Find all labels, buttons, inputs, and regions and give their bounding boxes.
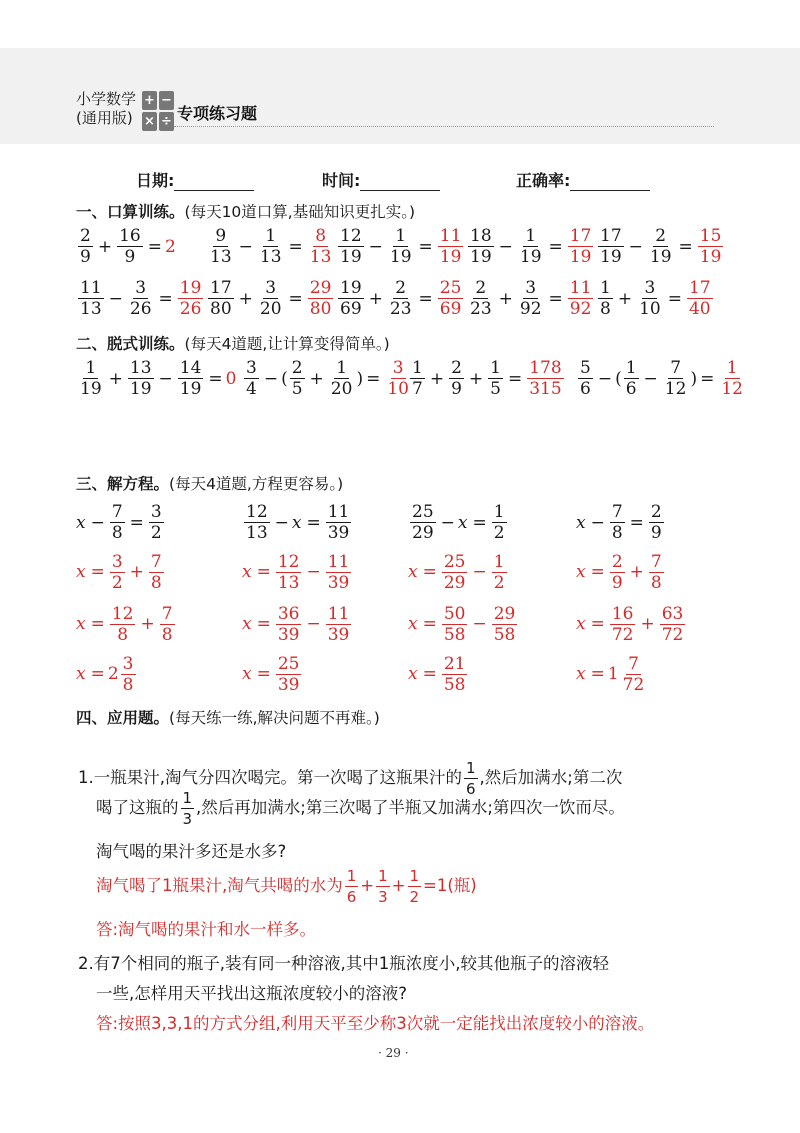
fraction: $\frac{19}{69}$ (340, 278, 362, 319)
fraction: $\frac{14}{19}$ (179, 358, 202, 399)
fraction: $\frac{17}{40}$ (688, 278, 711, 319)
fraction: $\frac{5}{6}$ (580, 358, 591, 399)
fraction: $\frac{17}{19}$ (600, 226, 622, 267)
fraction: $\frac{2}{9}$ (80, 226, 91, 267)
fraction: $\frac{63}{72}$ (661, 604, 684, 645)
fraction: $\frac{19}{26}$ (179, 278, 202, 319)
fraction: $\frac{3}{8}$ (122, 654, 134, 695)
fraction: $\frac{11}{39}$ (327, 502, 350, 543)
equation-step: x = $\frac{12}{8}$ + $\frac{7}{8}$ (76, 604, 173, 645)
time-label: 时间: (322, 171, 361, 190)
fraction: $\frac{7}{8}$ (611, 502, 623, 543)
fraction: $\frac{11}{39}$ (327, 604, 350, 645)
oral-exercise: $\frac{17}{80}$ + $\frac{3}{20}$ = $\frac{29}{80}$ (210, 278, 332, 319)
fraction: $\frac{11}{13}$ (80, 278, 102, 319)
divider (174, 126, 714, 127)
accuracy-label: 正确率: (516, 171, 571, 190)
equation-step: x = $\frac{16}{72}$ + $\frac{63}{72}$ (576, 604, 684, 645)
time-field (322, 168, 440, 191)
oral-exercise: $\frac{1}{8}$ + $\frac{3}{10}$ = $\frac{17}{40}$ (600, 278, 711, 319)
fraction: $\frac{2}{23}$ (470, 278, 492, 319)
problem-2-line2: 一些,怎样用天平找出这瓶浓度较小的溶液? (96, 984, 408, 1003)
fraction: $\frac{1}{8}$ (600, 278, 611, 319)
equation-problem: x − $\frac{7}{8}$ = $\frac{2}{9}$ (576, 502, 662, 543)
fraction: $\frac{1}{13}$ (259, 226, 282, 267)
fraction: $\frac{1}{5}$ (490, 358, 501, 399)
fraction: $\frac{7}{8}$ (150, 552, 162, 593)
accuracy-field (516, 168, 650, 191)
fraction: $\frac{1}{19}$ (80, 358, 102, 399)
equation-result: x = 1 $\frac{7}{72}$ (576, 654, 645, 695)
fraction: $\frac{13}{19}$ (129, 358, 152, 399)
brand-line2: (通用版) (76, 109, 133, 127)
fraction: $\frac{1}{6}$ (625, 358, 637, 399)
decomp-exercise: $\frac{1}{7}$ + $\frac{2}{9}$ + $\frac{1}{5}$ = $\frac{178}{315}$ (412, 358, 562, 399)
fraction: $\frac{1}{19}$ (519, 226, 542, 267)
equation-step: x = $\frac{12}{13}$ − $\frac{11}{39}$ (242, 552, 350, 593)
equation-step: x = $\frac{50}{58}$ − $\frac{29}{58}$ (408, 604, 516, 645)
oral-exercise: $\frac{19}{69}$ + $\frac{2}{23}$ = $\frac{25}{69}$ (340, 278, 462, 319)
date-label: 日期: (136, 171, 175, 190)
brand (76, 90, 136, 128)
equation-problem: $\frac{12}{13}$ − x = $\frac{11}{39}$ (246, 502, 350, 543)
decomp-exercise: $\frac{5}{6}$ − ( $\frac{1}{6}$ − $\frac{7}{12}$ ) = $\frac{1}{12}$ (580, 358, 743, 399)
equation-result: x = 2 $\frac{3}{8}$ (76, 654, 134, 695)
problem-1-question: 淘气喝的果汁多还是水多? (96, 842, 287, 861)
fraction: $\frac{7}{8}$ (650, 552, 662, 593)
fraction: $\frac{2}{9}$ (451, 358, 462, 399)
fraction: $\frac{7}{12}$ (664, 358, 687, 399)
divide-icon: ÷ (159, 112, 174, 131)
fraction: $\frac{3}{2}$ (111, 552, 123, 593)
equation-step: x = $\frac{3}{2}$ + $\frac{7}{8}$ (76, 552, 162, 593)
fraction: $\frac{21}{58}$ (443, 654, 466, 695)
fraction: $\frac{3}{2}$ (150, 502, 162, 543)
fraction: $\frac{2}{9}$ (611, 552, 623, 593)
fraction: $\frac{11}{39}$ (327, 552, 350, 593)
fraction: $\frac{3}{10}$ (387, 358, 409, 399)
fraction: $\frac{8}{13}$ (309, 226, 332, 267)
fraction: $\frac{17}{80}$ (210, 278, 232, 319)
fraction: $\frac{1}{2}$ (409, 867, 420, 906)
fraction: $\frac{2}{5}$ (291, 358, 303, 399)
problem-2: 2.有7个相同的瓶子,装有同一种溶液,其中1瓶浓度小,较其他瓶子的溶液轻 (78, 954, 609, 973)
fraction: $\frac{1}{6}$ (346, 867, 357, 906)
date-blank[interactable] (174, 172, 254, 191)
page-number: · 29 · (378, 1046, 409, 1060)
problem-1: 1.一瓶果汁,淘气分四次喝完。第一次喝了这瓶果汁的 $\frac{1}{6}$ ,然后加满水;第二次 (78, 759, 623, 798)
decomp-exercise: $\frac{1}{19}$ + $\frac{13}{19}$ − $\frac{14}{19}$ = 0 (80, 358, 237, 399)
fraction: $\frac{2}{23}$ (389, 278, 412, 319)
oral-exercise: $\frac{2}{23}$ + $\frac{3}{92}$ = $\frac{11}{92}$ (470, 278, 592, 319)
fraction: $\frac{2}{9}$ (650, 502, 662, 543)
plus-icon: + (142, 91, 157, 110)
fraction: $\frac{1}{6}$ (466, 759, 476, 798)
fraction: $\frac{12}{19}$ (340, 226, 362, 267)
fraction: $\frac{1}{2}$ (493, 502, 505, 543)
fraction: $\frac{25}{39}$ (277, 654, 300, 695)
fraction: $\frac{36}{39}$ (277, 604, 300, 645)
fraction: $\frac{25}{29}$ (443, 552, 466, 593)
equation-step: x = $\frac{25}{29}$ − $\frac{1}{2}$ (408, 552, 505, 593)
oral-exercise: $\frac{12}{19}$ − $\frac{1}{19}$ = $\frac{11}{19}$ (340, 226, 462, 267)
fraction: $\frac{7}{8}$ (111, 502, 123, 543)
fraction: $\frac{7}{72}$ (622, 654, 645, 695)
problem-1-answer: 淘气喝了1瓶果汁,淘气共喝的水为 $\frac{1}{6}$ + $\frac{1}{3}$ + $\frac{1}{2}$ =1(瓶) (96, 867, 477, 906)
fraction: $\frac{12}{8}$ (111, 604, 134, 645)
fraction: $\frac{3}{92}$ (519, 278, 542, 319)
fraction: $\frac{1}{3}$ (182, 789, 193, 828)
fraction: $\frac{3}{20}$ (259, 278, 282, 319)
times-icon: × (142, 112, 157, 131)
fraction: $\frac{7}{8}$ (161, 604, 173, 645)
fraction: $\frac{50}{58}$ (443, 604, 466, 645)
fraction: $\frac{12}{13}$ (277, 552, 300, 593)
equation-step: x = $\frac{36}{39}$ − $\frac{11}{39}$ (242, 604, 350, 645)
fraction: $\frac{25}{29}$ (412, 502, 434, 543)
fraction: $\frac{29}{80}$ (309, 278, 332, 319)
fraction: $\frac{16}{72}$ (611, 604, 634, 645)
fraction: $\frac{11}{92}$ (569, 278, 592, 319)
fraction: $\frac{1}{7}$ (412, 358, 423, 399)
equation-problem: x − $\frac{7}{8}$ = $\frac{3}{2}$ (76, 502, 162, 543)
fraction: $\frac{1}{2}$ (493, 552, 505, 593)
section-application: 四、应用题。(每天练一练,解决问题不再难。) (76, 709, 380, 727)
problem-1-line2: 喝了这瓶的 $\frac{1}{3}$ ,然后再加满水;第三次喝了半瓶又加满水;第四次一饮而尽。 (96, 789, 625, 828)
oral-exercise: $\frac{11}{13}$ − $\frac{3}{26}$ = $\frac{19}{26}$ (80, 278, 202, 319)
fraction: $\frac{1}{3}$ (378, 867, 388, 906)
oral-exercise: $\frac{9}{13}$ − $\frac{1}{13}$ = $\frac{8}{13}$ (210, 226, 332, 267)
fraction: $\frac{17}{19}$ (569, 226, 592, 267)
accuracy-blank[interactable] (570, 172, 650, 191)
time-blank[interactable] (360, 172, 440, 191)
oral-exercise: $\frac{17}{19}$ − $\frac{2}{19}$ = $\frac{15}{19}$ (600, 226, 722, 267)
fraction: $\frac{9}{13}$ (210, 226, 232, 267)
fraction: $\frac{178}{315}$ (529, 358, 562, 399)
problem-1-conclusion: 答:淘气喝的果汁和水一样多。 (96, 920, 317, 939)
equation-result: x = $\frac{25}{39}$ (242, 654, 300, 695)
fraction: $\frac{3}{10}$ (639, 278, 661, 319)
section-oral: 一、口算训练。(每天10道口算,基础知识更扎实。) (76, 203, 416, 221)
equation-step: x = $\frac{2}{9}$ + $\frac{7}{8}$ (576, 552, 662, 593)
fraction: $\frac{15}{19}$ (699, 226, 722, 267)
fraction: $\frac{12}{13}$ (246, 502, 268, 543)
fraction: $\frac{3}{26}$ (129, 278, 152, 319)
fraction: $\frac{11}{19}$ (439, 226, 462, 267)
equation-problem: $\frac{25}{29}$ − x = $\frac{1}{2}$ (412, 502, 505, 543)
section-equations: 三、解方程。(每天4道题,方程更容易。) (76, 475, 344, 493)
fraction: $\frac{1}{12}$ (721, 358, 743, 399)
book-title: 专项练习题 (177, 104, 258, 123)
fraction: $\frac{1}{19}$ (389, 226, 412, 267)
operators-icon (142, 91, 174, 131)
section-decomp: 二、脱式训练。(每天4道题,让计算变得简单。) (76, 335, 390, 353)
fraction: $\frac{2}{19}$ (649, 226, 672, 267)
fraction: $\frac{25}{69}$ (439, 278, 462, 319)
fraction: $\frac{18}{19}$ (470, 226, 492, 267)
brand-line1: 小学数学 (76, 90, 137, 108)
minus-icon: − (159, 91, 174, 110)
fraction: $\frac{1}{20}$ (330, 358, 353, 399)
problem-2-answer: 答:按照3,3,1的方式分组,利用天平至少称3次就一定能找出浓度较小的溶液。 (96, 1014, 655, 1033)
oral-exercise: $\frac{18}{19}$ − $\frac{1}{19}$ = $\frac{17}{19}$ (470, 226, 592, 267)
fraction: $\frac{3}{4}$ (246, 358, 257, 399)
fraction: $\frac{29}{58}$ (493, 604, 516, 645)
fraction: $\frac{16}{9}$ (119, 226, 141, 267)
equation-result: x = $\frac{21}{58}$ (408, 654, 466, 695)
oral-exercise: $\frac{2}{9}$ + $\frac{16}{9}$ = 2 (80, 226, 176, 267)
decomp-exercise: $\frac{3}{4}$ − ( $\frac{2}{5}$ + $\frac{1}{20}$ ) = $\frac{3}{10}$ (246, 358, 409, 399)
date-field (136, 168, 254, 191)
